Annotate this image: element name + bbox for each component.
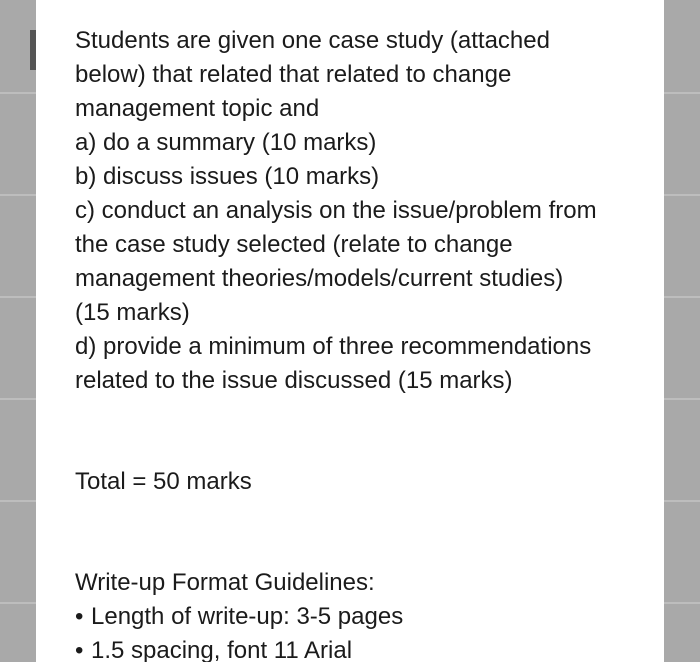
background-divider — [0, 194, 36, 196]
background-divider — [0, 602, 36, 604]
total-marks: Total = 50 marks — [75, 468, 252, 495]
intro-line: management topic and — [75, 95, 320, 122]
guideline-text: Length of write-up: 3-5 pages — [91, 603, 404, 630]
background-divider — [0, 92, 36, 94]
spacer — [75, 398, 645, 465]
background-divider — [0, 500, 36, 502]
guideline-item — [75, 600, 645, 634]
task-line: d) provide a minimum of three recommendations — [75, 333, 592, 360]
task-line: c) conduct an analysis on the issue/problem from — [75, 197, 597, 224]
bullet-icon: • — [75, 637, 84, 662]
bullet-icon: • — [75, 603, 84, 630]
intro-line: below) that related that related to change — [75, 61, 512, 88]
guideline-text: 1.5 spacing, font 11 Arial — [91, 637, 353, 662]
task-line: a) do a summary (10 marks) — [75, 129, 377, 156]
document-content — [75, 24, 645, 662]
background-divider — [664, 92, 700, 94]
task-line: the case study selected (relate to change — [75, 231, 513, 258]
background-divider — [0, 296, 36, 298]
background-divider — [664, 398, 700, 400]
background-divider — [664, 500, 700, 502]
task-line: related to the issue discussed (15 marks) — [75, 367, 513, 394]
spacer — [75, 499, 645, 566]
background-divider — [664, 602, 700, 604]
intro-line: Students are given one case study (attached — [75, 27, 550, 54]
document-page — [36, 0, 664, 662]
background-divider — [664, 296, 700, 298]
guideline-item — [75, 634, 645, 662]
task-line: b) discuss issues (10 marks) — [75, 163, 380, 190]
background-divider — [664, 194, 700, 196]
task-line: (15 marks) — [75, 299, 190, 326]
guidelines-title: Write-up Format Guidelines: — [75, 569, 375, 596]
background-divider — [0, 398, 36, 400]
task-line: management theories/models/current studies) — [75, 265, 564, 292]
